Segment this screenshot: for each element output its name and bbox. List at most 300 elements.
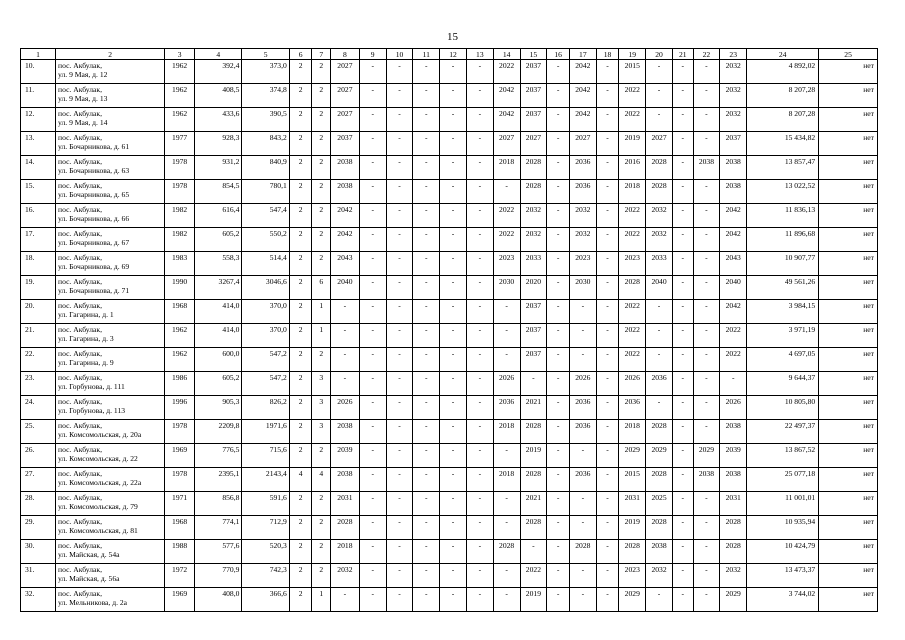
cell-col-14: 2027 [493,132,520,156]
cell-col-23: 2038 [720,420,747,444]
row-number: 32. [21,588,56,612]
cell-col-18: - [596,324,619,348]
cell-col-25: нет [819,396,878,420]
cell-col-21: - [672,444,693,468]
cell-col-4: 774,1 [195,516,242,540]
cell-col-14: 2042 [493,84,520,108]
cell-col-18: - [596,108,619,132]
table-body [21,60,878,612]
cell-col-7: 1 [312,300,331,324]
cell-col-8: - [330,372,359,396]
cell-col-3: 1982 [165,228,195,252]
row-number: 14. [21,156,56,180]
table-row [21,588,878,612]
cell-col-19: 2022 [619,300,646,324]
cell-col-4: 770,9 [195,564,242,588]
address-cell [56,276,165,300]
row-number: 30. [21,540,56,564]
cell-col-14: - [493,564,520,588]
cell-col-7: 6 [312,276,331,300]
row-number: 22. [21,348,56,372]
table-row [21,492,878,516]
cell-col-9: - [359,492,386,516]
cell-col-22: - [693,60,720,84]
cell-col-10: - [386,420,413,444]
cell-col-8: - [330,300,359,324]
address-cell [56,156,165,180]
cell-col-8: 2042 [330,204,359,228]
address-cell [56,108,165,132]
table-row [21,444,878,468]
address-street: ул. Бочарникова, д. 71 [58,286,130,295]
cell-col-16: - [547,228,570,252]
cell-col-19: 2015 [619,468,646,492]
cell-col-22: - [693,252,720,276]
cell-col-5: 370,0 [242,324,289,348]
cell-col-3: 1988 [165,540,195,564]
cell-col-23: 2032 [720,564,747,588]
cell-col-14: 2022 [493,60,520,84]
address-street: ул. Бочарникова, д. 67 [58,238,130,247]
cell-col-19: 2018 [619,420,646,444]
cell-col-13: - [466,108,493,132]
cell-col-21: - [672,396,693,420]
cell-col-7: 4 [312,468,331,492]
cell-col-22: - [693,588,720,612]
cell-col-9: - [359,324,386,348]
cell-col-11: - [413,396,440,420]
address-settlement: пос. Акбулак, [58,157,103,166]
cell-col-12: - [440,300,467,324]
cell-col-4: 776,5 [195,444,242,468]
cell-col-3: 1978 [165,468,195,492]
cell-col-11: - [413,204,440,228]
address-settlement: пос. Акбулак, [58,397,103,406]
cell-col-23: 2043 [720,252,747,276]
cell-col-11: - [413,420,440,444]
cell-col-11: - [413,588,440,612]
cell-col-12: - [440,156,467,180]
table-row [21,300,878,324]
cell-col-5: 547,2 [242,348,289,372]
cell-col-11: - [413,324,440,348]
cell-col-3: 1968 [165,300,195,324]
cell-col-17: 2036 [569,156,596,180]
cell-col-4: 600,0 [195,348,242,372]
cell-col-25: нет [819,132,878,156]
cell-col-11: - [413,492,440,516]
address-settlement: пос. Акбулак, [58,253,103,262]
cell-col-14: 2022 [493,228,520,252]
cell-col-9: - [359,252,386,276]
cell-col-6: 2 [289,516,312,540]
cell-col-18: - [596,468,619,492]
cell-col-4: 854,5 [195,180,242,204]
cell-col-15: 2027 [520,132,547,156]
cell-col-21: - [672,468,693,492]
cell-col-4: 2209,8 [195,420,242,444]
cell-col-16: - [547,372,570,396]
cell-col-19: 2022 [619,228,646,252]
cell-col-10: - [386,540,413,564]
cell-col-16: - [547,420,570,444]
cell-col-16: - [547,516,570,540]
column-header-2: 2 [56,49,165,60]
cell-col-20: 2040 [646,276,673,300]
cell-col-24: 9 644,37 [747,372,819,396]
address-settlement: пос. Акбулак, [58,373,103,382]
cell-col-10: - [386,60,413,84]
column-header-7: 7 [312,49,331,60]
cell-col-18: - [596,204,619,228]
table-row [21,156,878,180]
cell-col-14: 2042 [493,108,520,132]
cell-col-14: - [493,300,520,324]
cell-col-25: нет [819,276,878,300]
cell-col-6: 2 [289,156,312,180]
cell-col-24: 25 077,18 [747,468,819,492]
cell-col-17: 2042 [569,108,596,132]
cell-col-4: 414,0 [195,324,242,348]
cell-col-13: - [466,348,493,372]
cell-col-12: - [440,492,467,516]
cell-col-16: - [547,156,570,180]
cell-col-24: 11 836,13 [747,204,819,228]
cell-col-8: 2027 [330,108,359,132]
cell-col-21: - [672,588,693,612]
cell-col-12: - [440,564,467,588]
address-settlement: пос. Акбулак, [58,133,103,142]
cell-col-25: нет [819,228,878,252]
cell-col-7: 2 [312,564,331,588]
cell-col-21: - [672,108,693,132]
cell-col-13: - [466,156,493,180]
cell-col-24: 4 892,02 [747,60,819,84]
cell-col-16: - [547,396,570,420]
cell-col-20: 2036 [646,372,673,396]
cell-col-8: 2043 [330,252,359,276]
cell-col-20: 2028 [646,420,673,444]
cell-col-15: 2037 [520,60,547,84]
table-row [21,84,878,108]
cell-col-3: 1986 [165,372,195,396]
cell-col-23: 2032 [720,108,747,132]
cell-col-13: - [466,324,493,348]
cell-col-21: - [672,540,693,564]
row-number: 23. [21,372,56,396]
cell-col-3: 1996 [165,396,195,420]
cell-col-7: 2 [312,516,331,540]
cell-col-19: 2028 [619,540,646,564]
cell-col-8: 2037 [330,132,359,156]
cell-col-12: - [440,516,467,540]
table-row [21,204,878,228]
cell-col-20: - [646,396,673,420]
address-settlement: пос. Акбулак, [58,469,103,478]
cell-col-9: - [359,60,386,84]
cell-col-15: - [520,540,547,564]
cell-col-9: - [359,228,386,252]
cell-col-7: 2 [312,60,331,84]
cell-col-19: 2036 [619,396,646,420]
cell-col-8: 2039 [330,444,359,468]
cell-col-19: 2031 [619,492,646,516]
cell-col-13: - [466,372,493,396]
cell-col-20: 2029 [646,444,673,468]
cell-col-14: 2028 [493,540,520,564]
table-row [21,228,878,252]
row-number: 19. [21,276,56,300]
cell-col-13: - [466,444,493,468]
cell-col-15: 2021 [520,396,547,420]
cell-col-17: 2028 [569,540,596,564]
row-number: 13. [21,132,56,156]
cell-col-6: 2 [289,108,312,132]
cell-col-7: 2 [312,228,331,252]
row-number: 17. [21,228,56,252]
cell-col-4: 392,4 [195,60,242,84]
cell-col-7: 2 [312,180,331,204]
cell-col-16: - [547,204,570,228]
cell-col-3: 1969 [165,588,195,612]
cell-col-12: - [440,228,467,252]
cell-col-15: 2028 [520,156,547,180]
address-street: ул. Майская, д. 56а [58,574,120,583]
cell-col-5: 550,2 [242,228,289,252]
cell-col-6: 2 [289,276,312,300]
cell-col-14: 2018 [493,156,520,180]
cell-col-5: 715,6 [242,444,289,468]
cell-col-25: нет [819,444,878,468]
cell-col-14: 2030 [493,276,520,300]
cell-col-11: - [413,372,440,396]
cell-col-23: 2022 [720,348,747,372]
cell-col-11: - [413,276,440,300]
cell-col-9: - [359,204,386,228]
cell-col-10: - [386,396,413,420]
cell-col-13: - [466,516,493,540]
cell-col-25: нет [819,204,878,228]
cell-col-20: 2032 [646,204,673,228]
address-street: ул. Бочарникова, д. 66 [58,214,130,223]
cell-col-24: 13 857,47 [747,156,819,180]
cell-col-5: 826,2 [242,396,289,420]
cell-col-23: 2028 [720,516,747,540]
cell-col-8: 2026 [330,396,359,420]
cell-col-12: - [440,396,467,420]
address-cell [56,372,165,396]
cell-col-18: - [596,300,619,324]
cell-col-4: 408,0 [195,588,242,612]
cell-col-6: 2 [289,588,312,612]
address-settlement: пос. Акбулак, [58,277,103,286]
cell-col-5: 591,6 [242,492,289,516]
cell-col-9: - [359,564,386,588]
cell-col-11: - [413,564,440,588]
address-cell [56,228,165,252]
cell-col-7: 3 [312,372,331,396]
cell-col-20: - [646,348,673,372]
cell-col-9: - [359,420,386,444]
table-row [21,108,878,132]
address-cell [56,324,165,348]
cell-col-15: - [520,372,547,396]
cell-col-14: - [493,180,520,204]
cell-col-4: 558,3 [195,252,242,276]
cell-col-7: 1 [312,588,331,612]
cell-col-4: 577,6 [195,540,242,564]
cell-col-22: - [693,300,720,324]
cell-col-14: 2036 [493,396,520,420]
cell-col-12: - [440,180,467,204]
cell-col-15: 2032 [520,228,547,252]
cell-col-20: 2028 [646,468,673,492]
cell-col-7: 2 [312,492,331,516]
address-street: ул. Горбунова, д. 113 [58,406,126,415]
cell-col-20: - [646,60,673,84]
address-street: ул. Бочарникова, д. 69 [58,262,130,271]
cell-col-4: 3267,4 [195,276,242,300]
cell-col-19: 2019 [619,516,646,540]
cell-col-7: 2 [312,348,331,372]
row-number: 18. [21,252,56,276]
cell-col-21: - [672,516,693,540]
cell-col-22: - [693,372,720,396]
cell-col-8: 2027 [330,84,359,108]
cell-col-9: - [359,84,386,108]
row-number: 16. [21,204,56,228]
cell-col-3: 1962 [165,60,195,84]
cell-col-18: - [596,540,619,564]
cell-col-16: - [547,180,570,204]
cell-col-13: - [466,276,493,300]
cell-col-23: 2029 [720,588,747,612]
address-street: ул. Гагарина, д. 9 [58,358,114,367]
cell-col-22: - [693,108,720,132]
cell-col-3: 1962 [165,108,195,132]
page-number: 15 [447,31,458,43]
cell-col-17: 2036 [569,420,596,444]
address-cell [56,348,165,372]
row-number: 24. [21,396,56,420]
address-cell [56,300,165,324]
cell-col-7: 2 [312,444,331,468]
cell-col-16: - [547,540,570,564]
row-number: 21. [21,324,56,348]
cell-col-23: 2042 [720,300,747,324]
cell-col-19: 2022 [619,348,646,372]
cell-col-8: 2038 [330,420,359,444]
cell-col-12: - [440,132,467,156]
address-settlement: пос. Акбулак, [58,421,103,430]
cell-col-14: 2018 [493,468,520,492]
cell-col-12: - [440,468,467,492]
cell-col-24: 3 984,15 [747,300,819,324]
cell-col-3: 1971 [165,492,195,516]
cell-col-17: 2032 [569,204,596,228]
cell-col-8: 2032 [330,564,359,588]
cell-col-4: 605,2 [195,372,242,396]
cell-col-16: - [547,588,570,612]
cell-col-8: - [330,588,359,612]
address-settlement: пос. Акбулак, [58,565,103,574]
cell-col-8: - [330,324,359,348]
cell-col-15: 2021 [520,492,547,516]
cell-col-14: 2026 [493,372,520,396]
cell-col-10: - [386,276,413,300]
cell-col-24: 4 697,05 [747,348,819,372]
cell-col-12: - [440,108,467,132]
cell-col-20: 2038 [646,540,673,564]
cell-col-13: - [466,588,493,612]
address-settlement: пос. Акбулак, [58,445,103,454]
cell-col-11: - [413,300,440,324]
cell-col-24: 10 424,79 [747,540,819,564]
cell-col-4: 928,3 [195,132,242,156]
address-street: ул. Бочарникова, д. 61 [58,142,130,151]
cell-col-11: - [413,132,440,156]
cell-col-7: 2 [312,252,331,276]
cell-col-6: 2 [289,300,312,324]
address-street: ул. Бочарникова, д. 65 [58,190,130,199]
cell-col-12: - [440,252,467,276]
cell-col-24: 8 207,28 [747,84,819,108]
cell-col-20: - [646,324,673,348]
cell-col-17: 2036 [569,468,596,492]
cell-col-6: 2 [289,60,312,84]
cell-col-13: - [466,180,493,204]
cell-col-6: 2 [289,540,312,564]
cell-col-25: нет [819,156,878,180]
cell-col-13: - [466,228,493,252]
table-row [21,420,878,444]
cell-col-13: - [466,492,493,516]
cell-col-4: 2395,1 [195,468,242,492]
address-street: ул. Комсомольская, д. 20а [58,430,142,439]
row-number: 27. [21,468,56,492]
cell-col-23: 2042 [720,204,747,228]
cell-col-25: нет [819,252,878,276]
cell-col-3: 1978 [165,420,195,444]
row-number: 25. [21,420,56,444]
address-settlement: пос. Акбулак, [58,301,103,310]
cell-col-14: 2023 [493,252,520,276]
cell-col-24: 10 805,80 [747,396,819,420]
address-settlement: пос. Акбулак, [58,589,103,598]
cell-col-13: - [466,540,493,564]
column-header-9: 9 [359,49,386,60]
cell-col-9: - [359,396,386,420]
cell-col-9: - [359,588,386,612]
address-settlement: пос. Акбулак, [58,325,103,334]
cell-col-23: 2038 [720,156,747,180]
cell-col-25: нет [819,420,878,444]
cell-col-17: 2023 [569,252,596,276]
address-street: ул. Комсомольская, д. 22а [58,478,142,487]
cell-col-8: 2027 [330,60,359,84]
cell-col-12: - [440,348,467,372]
cell-col-18: - [596,60,619,84]
cell-col-25: нет [819,492,878,516]
cell-col-19: 2018 [619,180,646,204]
cell-col-24: 49 561,26 [747,276,819,300]
address-cell [56,540,165,564]
cell-col-8: 2028 [330,516,359,540]
cell-col-11: - [413,60,440,84]
cell-col-6: 2 [289,228,312,252]
cell-col-5: 390,5 [242,108,289,132]
cell-col-17: - [569,492,596,516]
